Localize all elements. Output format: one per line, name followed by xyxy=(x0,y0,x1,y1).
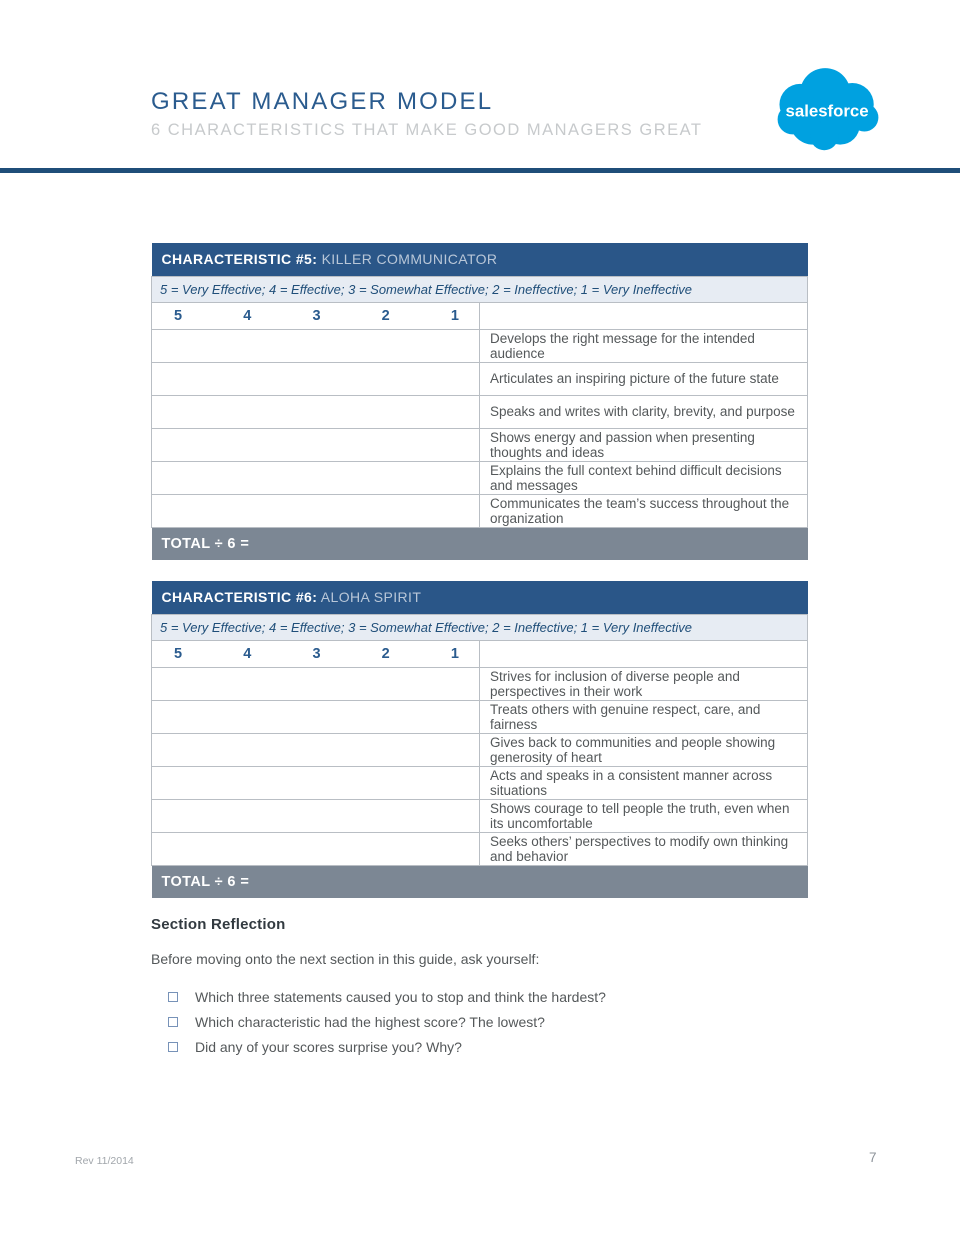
statement-text: Gives back to communities and people showing generosity of heart xyxy=(480,733,808,766)
score-entry-cell xyxy=(152,395,480,428)
rating-number-1: 1 xyxy=(450,307,459,324)
statement-text: Acts and speaks in a consistent manner across situations xyxy=(480,766,808,799)
checkbox-icon xyxy=(168,1017,178,1027)
score-entry-cell xyxy=(152,428,480,461)
checklist-item-label: Did any of your scores surprise you? Why? xyxy=(195,1038,462,1055)
score-entry-cell xyxy=(152,362,480,395)
characteristic-name: KILLER COMMUNICATOR xyxy=(321,251,498,268)
statement-text: Communicates the team’s success throughout the organization xyxy=(480,494,808,527)
rating-number-1: 1 xyxy=(450,645,459,662)
table-row xyxy=(152,395,808,428)
section-reflection xyxy=(151,916,811,1059)
characteristic-label: CHARACTERISTIC #6: xyxy=(161,589,318,606)
score-entry-cell xyxy=(152,494,480,527)
table-row xyxy=(152,733,808,766)
table-header xyxy=(152,581,808,614)
characteristic-5-table xyxy=(151,243,808,560)
rating-scale-legend: 5 = Very Effective; 4 = Effective; 3 = Somewhat Effective; 2 = Ineffective; 1 = Very Ineffective xyxy=(152,276,808,302)
total-bar xyxy=(152,527,808,560)
score-entry-cell xyxy=(152,766,480,799)
checkbox-icon xyxy=(168,1042,178,1052)
rating-number-5: 5 xyxy=(174,645,183,662)
statement-text: Treats others with genuine respect, care, and fairness xyxy=(480,700,808,733)
table-row xyxy=(152,799,808,832)
statement-text: Seeks others’ perspectives to modify own thinking and behavior xyxy=(480,832,808,865)
revision-note: Rev 11/2014 xyxy=(75,1155,134,1167)
table-row xyxy=(152,494,808,527)
table-row xyxy=(152,461,808,494)
table-header xyxy=(152,243,808,276)
rating-number-4: 4 xyxy=(243,307,252,324)
checklist-item xyxy=(168,984,811,1009)
rating-number-2: 2 xyxy=(381,645,390,662)
empty-header-cell xyxy=(480,302,808,329)
checkbox-icon xyxy=(168,992,178,1002)
page-subtitle: 6 CHARACTERISTICS THAT MAKE GOOD MANAGERS GREAT xyxy=(151,121,703,139)
table-row xyxy=(152,428,808,461)
statement-text: Shows courage to tell people the truth, even when its uncomfortable xyxy=(480,799,808,832)
score-entry-cell xyxy=(152,461,480,494)
statement-text: Explains the full context behind difficult decisions and messages xyxy=(480,461,808,494)
section-reflection-title: Section Reflection xyxy=(151,916,286,933)
checklist-item-label: Which characteristic had the highest score? The lowest? xyxy=(195,1013,545,1030)
checklist-item xyxy=(168,1009,811,1034)
rating-numbers-row xyxy=(152,640,808,667)
score-entry-cell xyxy=(152,733,480,766)
table-row xyxy=(152,667,808,700)
rating-scale-legend-row xyxy=(152,614,808,640)
salesforce-logo xyxy=(772,64,884,158)
table-row xyxy=(152,700,808,733)
rating-number-3: 3 xyxy=(312,307,321,324)
page-number: 7 xyxy=(869,1150,877,1165)
statement-text: Shows energy and passion when presenting thoughts and ideas xyxy=(480,428,808,461)
characteristic-name: ALOHA SPIRIT xyxy=(320,589,422,606)
rating-numbers xyxy=(152,308,479,324)
rating-scale-legend: 5 = Very Effective; 4 = Effective; 3 = Somewhat Effective; 2 = Ineffective; 1 = Very Ineffective xyxy=(152,614,808,640)
statement-text: Articulates an inspiring picture of the future state xyxy=(480,362,808,395)
rating-number-2: 2 xyxy=(381,307,390,324)
empty-header-cell xyxy=(480,640,808,667)
checklist-item-label: Which three statements caused you to stop and think the hardest? xyxy=(195,988,606,1005)
section-reflection-intro: Before moving onto the next section in this guide, ask yourself: xyxy=(151,951,540,967)
table-row xyxy=(152,832,808,865)
characteristic-label: CHARACTERISTIC #5: xyxy=(161,251,318,268)
statement-text: Develops the right message for the intended audience xyxy=(480,329,808,362)
score-entry-cell xyxy=(152,329,480,362)
total-label: TOTAL ÷ 6 = xyxy=(152,527,808,560)
rating-number-3: 3 xyxy=(312,645,321,662)
reflection-checklist xyxy=(151,984,811,1059)
checklist-item xyxy=(168,1034,811,1059)
table-row xyxy=(152,362,808,395)
salesforce-cloud-icon xyxy=(772,64,884,158)
total-bar xyxy=(152,865,808,898)
score-entry-cell xyxy=(152,700,480,733)
score-entry-cell xyxy=(152,832,480,865)
statement-text: Strives for inclusion of diverse people and perspectives in their work xyxy=(480,667,808,700)
salesforce-wordmark: salesforce xyxy=(785,101,869,121)
rating-number-4: 4 xyxy=(243,645,252,662)
statement-text: Speaks and writes with clarity, brevity, and purpose xyxy=(480,395,808,428)
page-title: GREAT MANAGER MODEL xyxy=(151,88,494,115)
rating-numbers-row xyxy=(152,302,808,329)
table-row xyxy=(152,766,808,799)
table-row xyxy=(152,329,808,362)
header-divider xyxy=(0,168,960,173)
total-label: TOTAL ÷ 6 = xyxy=(152,865,808,898)
rating-scale-legend-row xyxy=(152,276,808,302)
rating-number-5: 5 xyxy=(174,307,183,324)
characteristic-6-table xyxy=(151,581,808,898)
score-entry-cell xyxy=(152,667,480,700)
rating-numbers xyxy=(152,646,479,662)
score-entry-cell xyxy=(152,799,480,832)
